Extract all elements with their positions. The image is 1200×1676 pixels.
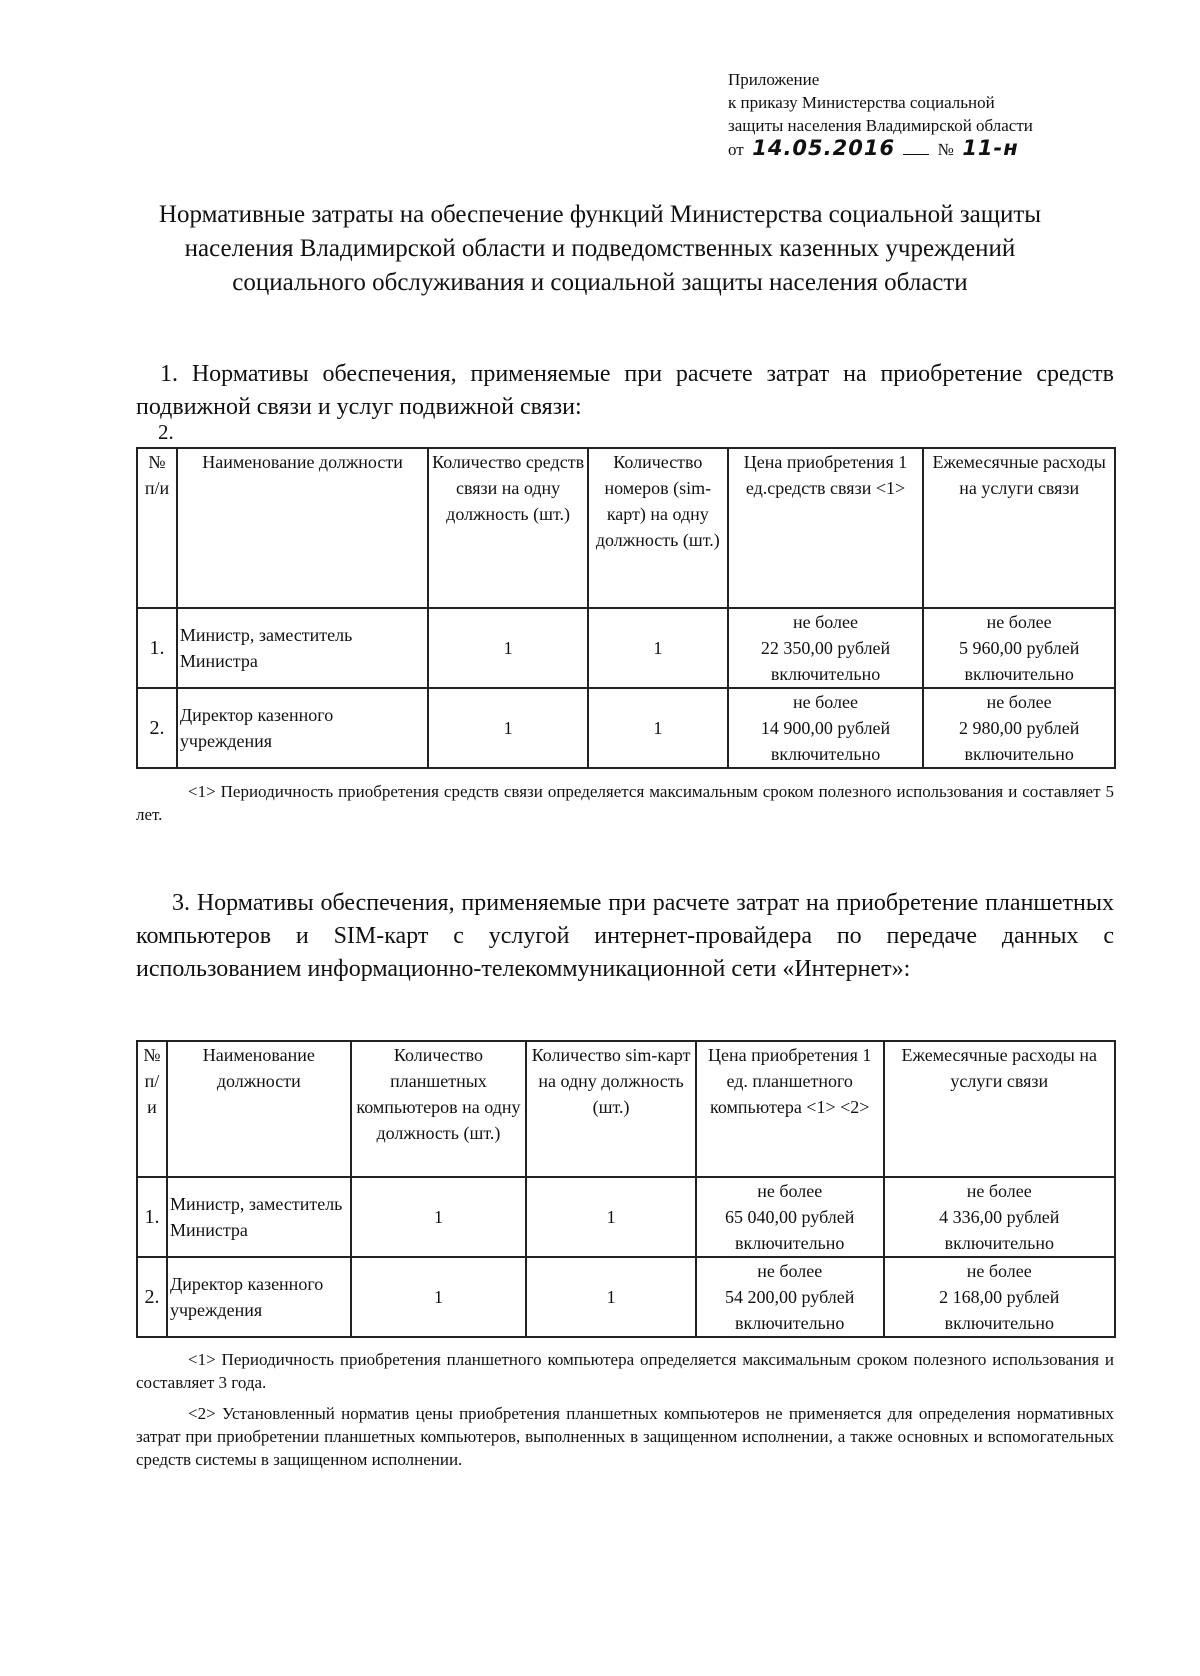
row-monthly bbox=[923, 608, 1115, 688]
row-sims: 1 bbox=[588, 688, 728, 768]
price-suffix: включительно bbox=[735, 1233, 845, 1253]
table-tablet-computers bbox=[136, 1040, 1116, 1338]
row-price bbox=[696, 1257, 884, 1337]
row-monthly bbox=[923, 688, 1115, 768]
row-tablets: 1 bbox=[351, 1177, 527, 1257]
row-devices: 1 bbox=[428, 688, 588, 768]
table-header-row bbox=[137, 1041, 1115, 1177]
price-value: 14 900,00 рублей bbox=[760, 718, 891, 738]
row-tablets: 1 bbox=[351, 1257, 527, 1337]
row-position: Министр, заместитель Министра bbox=[177, 608, 428, 688]
header-num: № п/и bbox=[137, 1041, 167, 1177]
row-num: 1. bbox=[137, 1177, 167, 1257]
header-price: Цена приобретения 1 ед. планшетного компьютера <1> <2> bbox=[696, 1041, 884, 1177]
monthly-suffix: включительно bbox=[964, 664, 1074, 684]
row-position: Директор казенного учреждения bbox=[177, 688, 428, 768]
section-2-number: 2. bbox=[158, 420, 174, 444]
header-price: Цена приобретения 1 ед.средств связи <1> bbox=[728, 448, 924, 608]
underline bbox=[903, 154, 929, 155]
monthly-prefix: не более bbox=[986, 612, 1052, 632]
appendix-line-2: к приказу Министерства социальной bbox=[728, 93, 995, 112]
handwritten-date: 14.05.2016 bbox=[752, 136, 896, 160]
price-suffix: включительно bbox=[735, 1313, 845, 1333]
from-label: от bbox=[728, 140, 744, 159]
header-num: № п/и bbox=[137, 448, 177, 608]
section-1-heading: 1. Нормативы обеспечения, применяемые при расчете затрат на приобретение средств подвижной связи и услуг подвижной связи: bbox=[136, 361, 1114, 420]
monthly-suffix: включительно bbox=[944, 1233, 1054, 1253]
monthly-prefix: не более bbox=[966, 1261, 1032, 1281]
footnote-3 bbox=[136, 1402, 1114, 1471]
header-monthly: Ежемесячные расходы на услуги связи bbox=[884, 1041, 1115, 1177]
table-row bbox=[137, 688, 1115, 768]
row-num: 2. bbox=[137, 1257, 167, 1337]
title-line-3: социального обслуживания и социальной защиты населения области bbox=[232, 269, 968, 296]
monthly-value: 5 960,00 рублей bbox=[958, 638, 1080, 658]
monthly-prefix: не более bbox=[966, 1181, 1032, 1201]
row-num: 1. bbox=[137, 608, 177, 688]
section-3-heading: 3. Нормативы обеспечения, применяемые при расчете затрат на приобретение планшетных компьютеров и SIM-карт с услугой интернет-провайдера по передаче данных с использованием информационно-телекоммуникационной сети «Интернет»: bbox=[136, 890, 1114, 982]
footnote-1 bbox=[136, 780, 1114, 826]
row-devices: 1 bbox=[428, 608, 588, 688]
header-position: Наименование должности bbox=[177, 448, 428, 608]
price-prefix: не более bbox=[793, 612, 859, 632]
row-price bbox=[696, 1177, 884, 1257]
row-monthly bbox=[884, 1257, 1115, 1337]
row-sims: 1 bbox=[526, 1257, 696, 1337]
appendix-line-3: защиты населения Владимирской области bbox=[728, 116, 1033, 135]
price-suffix: включительно bbox=[770, 744, 881, 764]
monthly-suffix: включительно bbox=[944, 1313, 1054, 1333]
title-line-2: населения Владимирской области и подведомственных казенных учреждений bbox=[184, 235, 1016, 262]
document-title bbox=[120, 198, 1080, 300]
monthly-value: 2 980,00 рублей bbox=[958, 718, 1080, 738]
header-tablets: Количество планшетных компьютеров на одну должность (шт.) bbox=[351, 1041, 527, 1177]
footnote-1-text: <1> Периодичность приобретения средств связи определяется максимальным сроком полезного использования и составляет 5 лет. bbox=[136, 782, 1114, 824]
table-mobile-communication bbox=[136, 447, 1116, 769]
title-line-1: Нормативные затраты на обеспечение функций Министерства социальной защиты bbox=[158, 201, 1042, 228]
header-monthly: Ежемесячные расходы на услуги связи bbox=[923, 448, 1115, 608]
appendix-date-line bbox=[728, 137, 1148, 161]
handwritten-number: 11-н bbox=[962, 136, 1019, 160]
price-prefix: не более bbox=[793, 692, 859, 712]
row-price bbox=[728, 688, 924, 768]
appendix-line-1: Приложение bbox=[728, 70, 820, 89]
row-price bbox=[728, 608, 924, 688]
price-value: 65 040,00 рублей bbox=[725, 1207, 855, 1227]
row-sims: 1 bbox=[588, 608, 728, 688]
appendix-block bbox=[728, 68, 1148, 161]
monthly-prefix: не более bbox=[986, 692, 1052, 712]
table-header-row bbox=[137, 448, 1115, 608]
monthly-suffix: включительно bbox=[964, 744, 1074, 764]
table-row bbox=[137, 608, 1115, 688]
row-position: Директор казенного учреждения bbox=[167, 1257, 351, 1337]
footnote-3-text: <2> Установленный норматив цены приобретения планшетных компьютеров не применяется для определения нормативных затрат при приобретении планшетных компьютеров, выполненных в защищенном исполнении, а также основных и вспомогательных средств системы в защищенном исполнении. bbox=[136, 1404, 1114, 1469]
price-prefix: не более bbox=[757, 1261, 823, 1281]
header-sims: Количество номеров (sim-карт) на одну должность (шт.) bbox=[588, 448, 728, 608]
price-suffix: включительно bbox=[770, 664, 881, 684]
footnote-2-text: <1> Периодичность приобретения планшетного компьютера определяется максимальным сроком полезного использования и составляет 3 года. bbox=[136, 1350, 1114, 1392]
price-value: 54 200,00 рублей bbox=[725, 1287, 855, 1307]
header-devices: Количество средств связи на одну должность (шт.) bbox=[428, 448, 588, 608]
footnote-2 bbox=[136, 1348, 1114, 1394]
row-monthly bbox=[884, 1177, 1115, 1257]
price-value: 22 350,00 рублей bbox=[760, 638, 891, 658]
monthly-value: 4 336,00 рублей bbox=[939, 1207, 1060, 1227]
number-label: № bbox=[937, 140, 954, 159]
header-sims: Количество sim-карт на одну должность (шт.) bbox=[526, 1041, 696, 1177]
row-position: Министр, заместитель Министра bbox=[167, 1177, 351, 1257]
header-position: Наименование должности bbox=[167, 1041, 351, 1177]
table-row bbox=[137, 1257, 1115, 1337]
row-sims: 1 bbox=[526, 1177, 696, 1257]
price-prefix: не более bbox=[757, 1181, 823, 1201]
monthly-value: 2 168,00 рублей bbox=[939, 1287, 1060, 1307]
table-row bbox=[137, 1177, 1115, 1257]
row-num: 2. bbox=[137, 688, 177, 768]
